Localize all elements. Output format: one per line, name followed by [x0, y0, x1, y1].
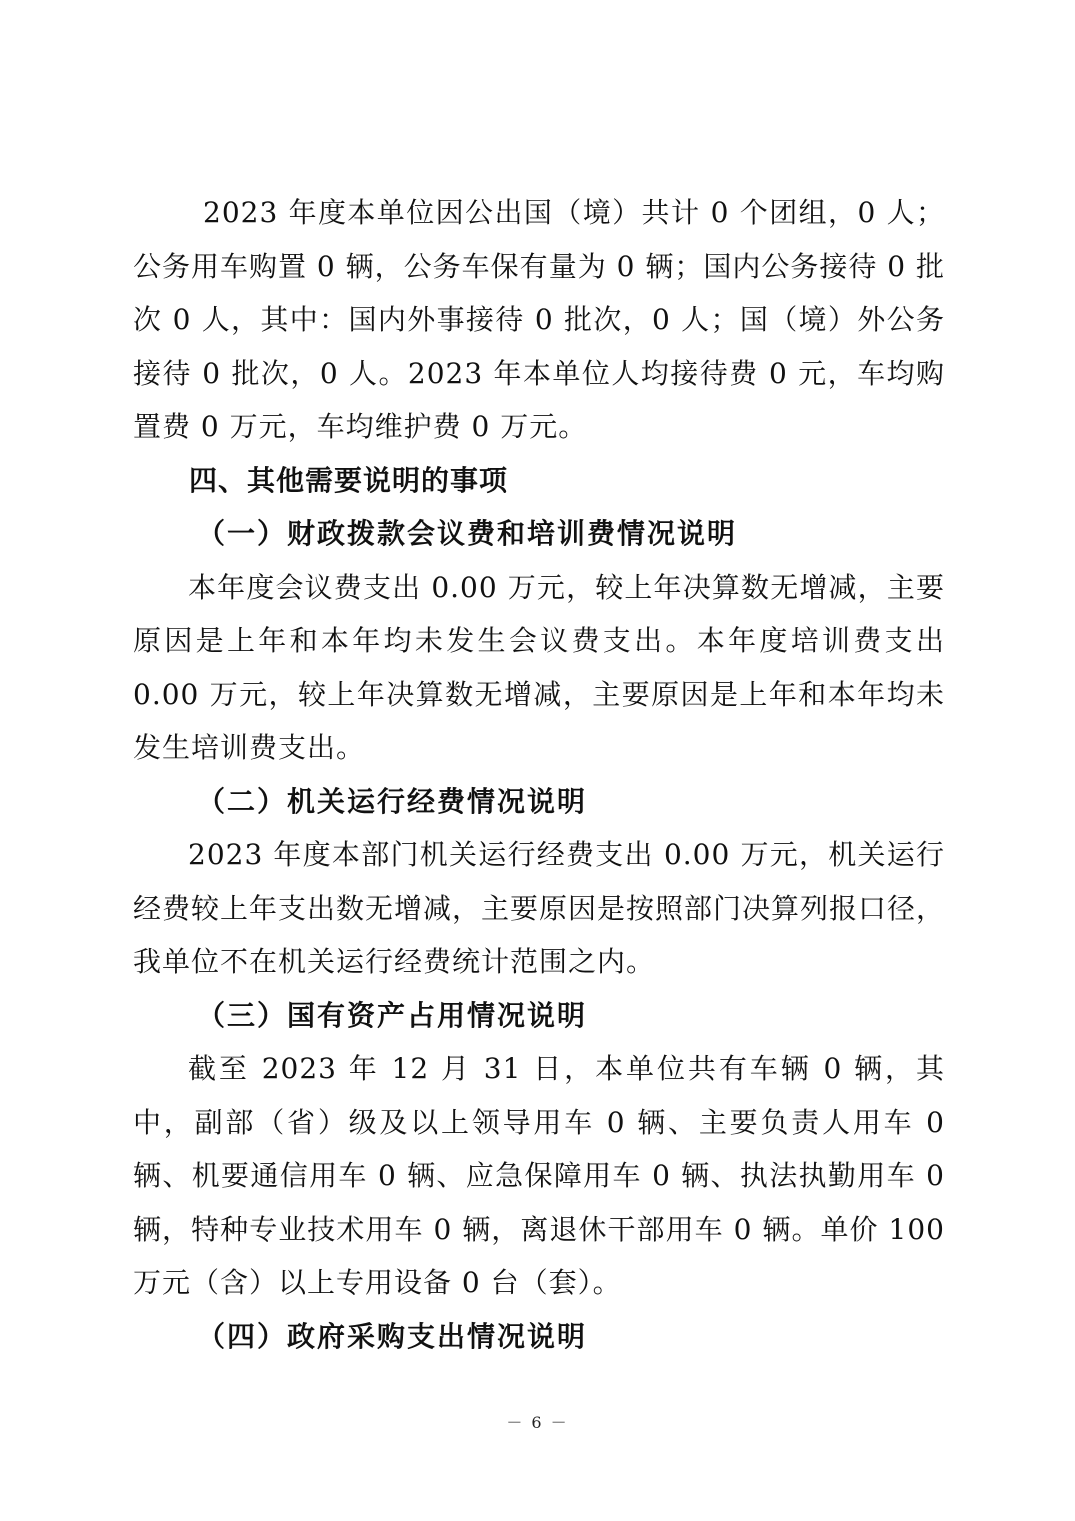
subheading-government-procurement: （四）政府采购支出情况说明	[197, 1319, 588, 1353]
page-content	[133, 186, 945, 1363]
paragraph-operating-expenses: 2023 年度本部门机关运行经费支出 0.00 万元，机关运行经费较上年支出数无增减，主要原因是按照部门决算列报口径，我单位不在机关运行经费统计范围之内。	[133, 838, 946, 978]
subheading-operating-expenses: （二）机关运行经费情况说明	[197, 784, 588, 818]
paragraph-meeting-training-fees: 本年度会议费支出 0.00 万元，较上年决算数无增减，主要原因是上年和本年均未发生会议费支出。本年度培训费支出 0.00 万元，较上年决算数无增减，主要原因是上年和本年均未发生培训费支出。	[133, 570, 945, 764]
subheading-meeting-training-fees: （一）财政拨款会议费和培训费情况说明	[197, 517, 738, 550]
subheading-state-assets: （三）国有资产占用情况说明	[197, 998, 588, 1032]
paragraph-overseas-and-reception: 2023 年度本单位因公出国（境）共计 0 个团组，0 人；公务用车购置 0 辆，公务车保有量为 0 辆；国内公务接待 0 批次 0 人，其中：国内外事接待 0 批次，0 人；国（境）外公务接待 0 批次，0 人。2023 年本单位人均接待费 0 元，车均购置费 0 万元，车均维护费 0 万元。	[133, 196, 945, 443]
page-number: － 6 －	[506, 1413, 569, 1432]
paragraph-state-assets: 截至 2023 年 12 月 31 日，本单位共有车辆 0 辆，其中，副部（省）级及以上领导用车 0 辆、主要负责人用车 0 辆、机要通信用车 0 辆、应急保障用车 0 辆、执法执勤用车 0 辆，特种专业技术用车 0 辆，离退休干部用车 0 辆。单价 100 万元（含）以上专用设备 0 台（套）。	[133, 1052, 945, 1299]
section-heading-other-matters: 四、其他需要说明的事项	[189, 463, 509, 497]
